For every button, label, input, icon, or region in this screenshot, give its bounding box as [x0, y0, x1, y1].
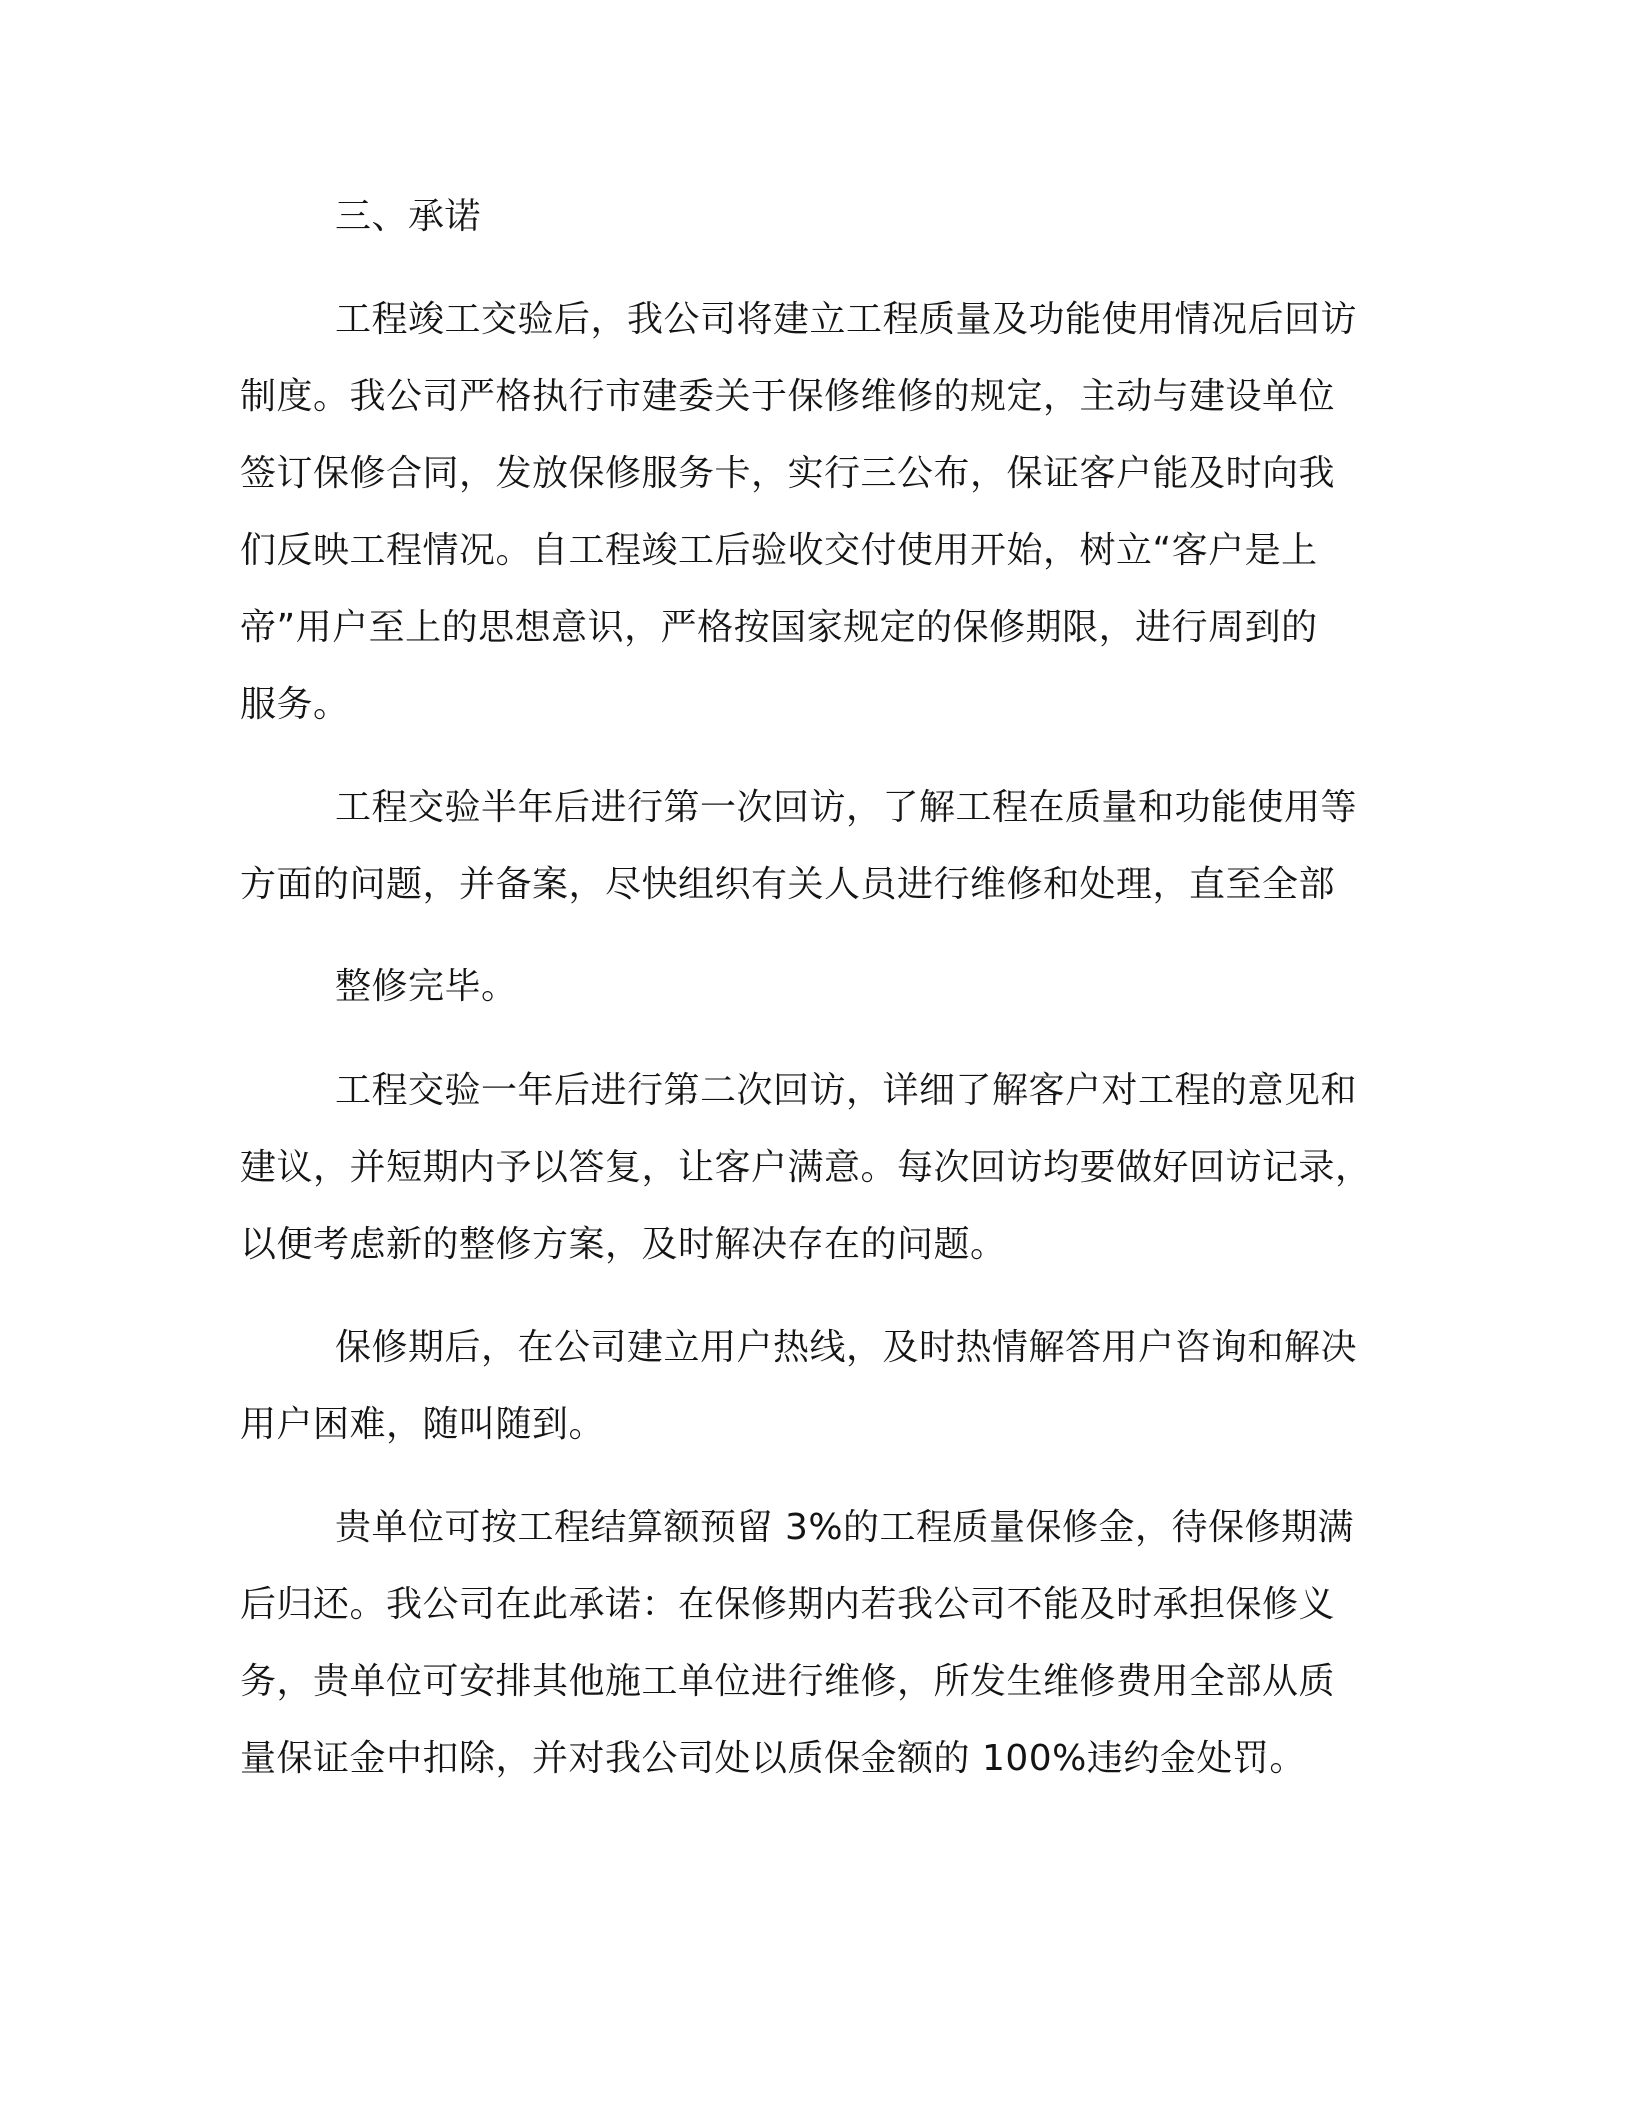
- paragraph-line: 们反映工程情况。自工程竣工后验收交付使用开始，树立“客户是上: [240, 530, 1318, 571]
- section-heading: 三、承诺: [335, 196, 482, 237]
- paragraph-line: 整修完毕。: [335, 966, 518, 1007]
- paragraph-line: 后归还。我公司在此承诺：在保修期内若我公司不能及时承担保修义: [240, 1584, 1336, 1625]
- paragraph-line: 帝”用户至上的思想意识，严格按国家规定的保修期限，进行周到的: [240, 607, 1318, 648]
- paragraph-line: 以便考虑新的整修方案，及时解决存在的问题。: [240, 1224, 1007, 1265]
- paragraph-line: 签订保修合同，发放保修服务卡，实行三公布，保证客户能及时向我: [240, 453, 1336, 494]
- paragraph-line: 保修期后，在公司建立用户热线，及时热情解答用户咨询和解决: [335, 1327, 1358, 1368]
- paragraph-line: 工程交验一年后进行第二次回访，详细了解客户对工程的意见和: [335, 1070, 1358, 1111]
- paragraph-line: 用户困难，随叫随到。: [240, 1404, 606, 1445]
- paragraph-line: 建议，并短期内予以答复，让客户满意。每次回访均要做好回访记录，: [240, 1147, 1372, 1188]
- paragraph-line: 制度。我公司严格执行市建委关于保修维修的规定，主动与建设单位: [240, 376, 1336, 417]
- paragraph-line: 方面的问题，并备案，尽快组织有关人员进行维修和处理，直至全部: [240, 864, 1336, 905]
- paragraph-line: 工程交验半年后进行第一次回访，了解工程在质量和功能使用等: [335, 787, 1358, 828]
- paragraph-line: 工程竣工交验后，我公司将建立工程质量及功能使用情况后回访: [335, 299, 1358, 340]
- paragraph-line: 务，贵单位可安排其他施工单位进行维修，所发生维修费用全部从质: [240, 1661, 1336, 1702]
- paragraph-line: 量保证金中扣除，并对我公司处以质保金额的 100%违约金处罚。: [240, 1738, 1306, 1779]
- paragraph-line: 服务。: [240, 684, 350, 725]
- paragraph-line: 贵单位可按工程结算额预留 3%的工程质量保修金，待保修期满: [335, 1507, 1355, 1548]
